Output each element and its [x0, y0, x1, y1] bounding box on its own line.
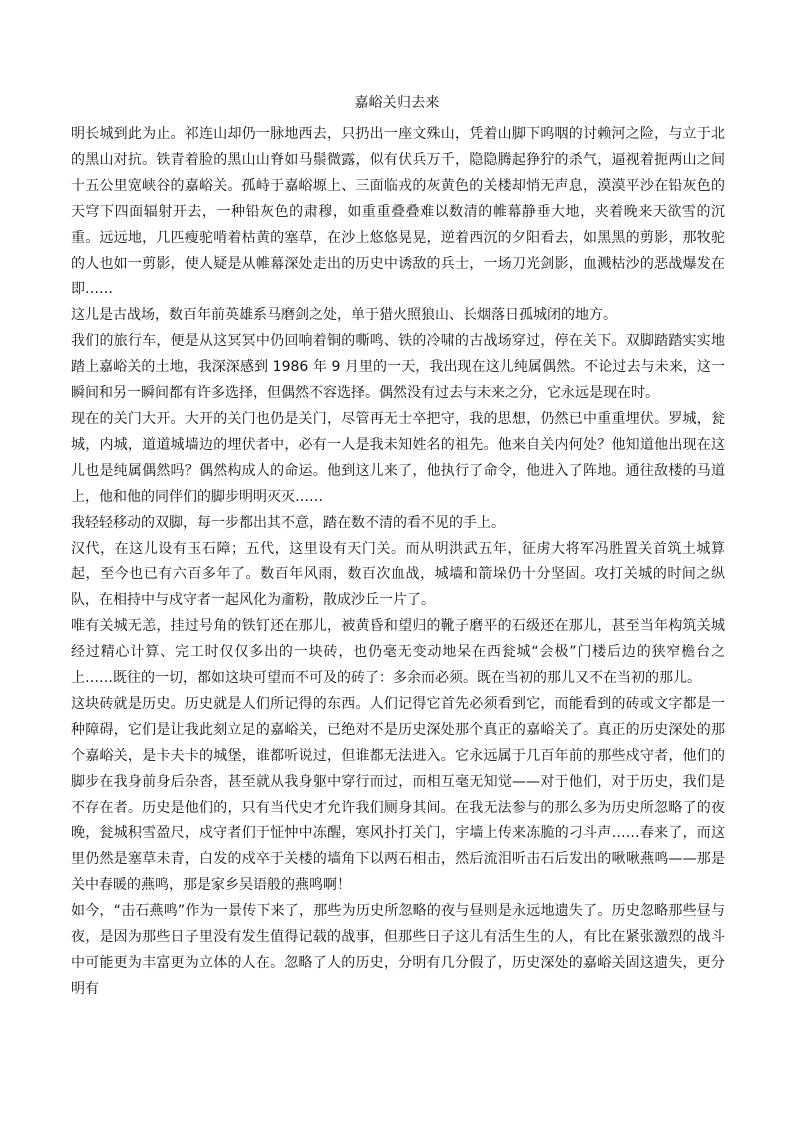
paragraph-7: 唯有关城无恙，挂过号角的铁钉还在那儿，被黄昏和望归的靴子磨平的石级还在那儿，甚至当年构筑关城经过精心计算、完工时仅仅多出的一块砖，也仍毫无变动地呆在西瓮城“会极”门楼后边的狭窄檐台之上……既往的一切，都如这块可望而不可及的砖了：多余而必须。既在当初的那儿又不在当初的那儿。: [71, 618, 725, 687]
paragraph-3: 我们的旅行车，便是从这冥冥中仍回响着铜的嘶鸣、铁的冷啸的古战场穿过，停在关下。双脚踏踏实实地踏上嘉峪关的土地，我深深感到 1986 年 9 月里的一天，我出现在这儿纯属偶然。不论过去与未来，这一瞬间和另一瞬间都有许多选择，但偶然不容选择。偶然没有过去与未来之分，它永远是现在时。: [71, 333, 725, 402]
document-body: [71, 122, 725, 1003]
document-title: 嘉峪关归去来: [354, 95, 440, 111]
paragraph-8: 这块砖就是历史。历史就是人们所记得的东西。人们记得它首先必须看到它，而能看到的砖或文字都是一种障碍，它们是让我此刻立足的嘉峪关，已绝对不是历史深处那个真正的嘉峪关了。真正的历史深处的那个嘉峪关，是卡夫卡的城堡，谁都听说过，但谁都无法进入。它永远属于几百年前的那些戍守者，他们的脚步在我身前身后杂沓，甚至就从我身躯中穿行而过，而相互毫无知觉——对于他们，对于历史，我们是不存在者。历史是他们的，只有当代史才允许我们厕身其间。在我无法参与的那么多为历史所忽略了的夜晚，瓮城积雪盈尺，戍守者们于怔忡中冻醒，寒风扑打关门，宇墙上传来冻脆的刁斗声……春来了，而这里仍然是塞草未青，白发的戍卒于关楼的墙角下以两石相击，然后流泪听击石后发出的啾啾燕鸣——那是关中春暖的燕鸣，那是家乡吴语般的燕鸣啊！: [71, 695, 725, 894]
paragraph-1: 明长城到此为止。祁连山却仍一脉地西去，只扔出一座文殊山，凭着山脚下呜咽的讨赖河之险，与立于北的黑山对抗。铁青着脸的黑山山脊如马鬃微露，似有伏兵万千，隐隐腾起狰狞的杀气，逼视着扼两山之间十五公里宽峡谷的嘉峪关。孤峙于嘉峪塬上、三面临戎的灰黄色的关楼却悄无声息，漠漠平沙在铅灰色的天穹下四面辐射开去，一种铅灰色的肃穆，如重重叠叠难以数清的帷幕静垂大地，夹着晚来天欲雪的沉重。远远地，几匹瘦驼啃着枯黄的塞草，在沙上悠悠晃晃，逆着西沉的夕阳看去，如黑黑的剪影，那牧驼的人也如一剪影，使人疑是从帷幕深处走出的历史中诱敌的兵士，一场刀光剑影，血溅枯沙的恶战爆发在即……: [71, 126, 725, 298]
paragraph-6: 汉代，在这儿设有玉石障；五代，这里设有天门关。而从明洪武五年，征虏大将军冯胜置关首筑土城算起，至今也已有六百多年了。数百年风雨，数百次血战，城墙和箭垛仍十分坚固。攻打关城的时间之纵队，在相持中与戍守者一起风化为齑粉，散成沙丘一片了。: [71, 540, 725, 609]
paragraph-9: 如今，“击石燕鸣”作为一景传下来了，那些为历史所忽略的夜与昼则是永远地遗失了。历史忽略那些昼与夜，是因为那些日子里没有发生值得记载的战事，但那些日子这儿有活生生的人，有比在紧张激烈的战斗中可能更为丰富更为立体的人在。忽略了人的历史，分明有几分假了，历史深处的嘉峪关固这遗失，更分明有: [71, 903, 725, 997]
paragraph-5: 我轻轻移动的双脚，每一步都出其不意，踏在数不清的看不见的手上。: [71, 514, 505, 531]
paragraph-2: 这儿是古战场，数百年前英雄系马磨剑之处，单于猎火照狼山、长烟落日孤城闭的地方。: [71, 307, 617, 324]
paragraph-4: 现在的关门大开。大开的关门也仍是关门，尽管再无士卒把守，我的思想，仍然已中重重埋伏。罗城，瓮城，内城，道道城墙边的埋伏者中，必有一人是我未知姓名的祖先。他来自关内何处？他知道他出现在这儿也是纯属偶然吗？偶然构成人的命运。他到这儿来了，他执行了命令，他进入了阵地。通往敌楼的马道上，他和他的同伴们的脚步明明灭灭……: [71, 410, 725, 505]
